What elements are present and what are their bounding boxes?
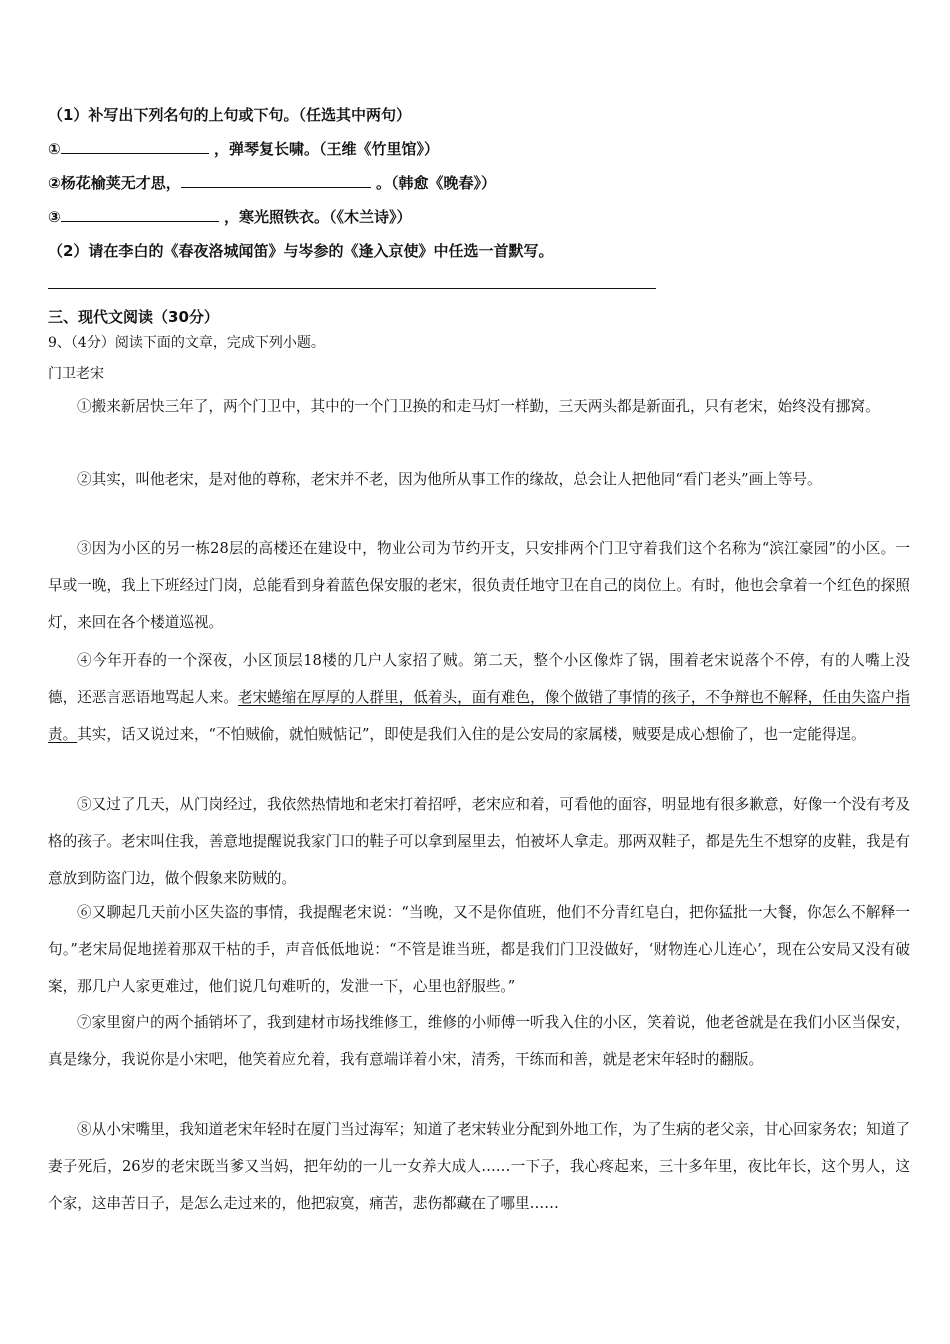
paragraph-6: ⑥又聊起几天前小区失盗的事情，我提醒老宋说：“当晚，又不是你值班，他们不分青红皂白，把你猛批一大餐，你怎么不解释一句。”老宋局促地搓着那双干枯的手，声音低低地说：“不管是谁当班，都是我们门卫没做好，‘财物连心儿连心’，现在公安局又没有破案，那几户人家更难过，他们说几句难听的，发泄一下，心里也舒服些。” <box>48 904 910 995</box>
fill-item-3-prefix: ③ <box>48 208 61 226</box>
paragraph-5: ⑤又过了几天，从门岗经过，我依然热情地和老宋打着招呼，老宋应和着，可看他的面容，明显地有很多歉意，好像一个没有考及格的孩子。老宋叫住我，善意地提醒说我家门口的鞋子可以拿到屋里去，怕被坏人拿走。那两双鞋子，都是先生不想穿的皮鞋，我是有意放到防盗门边，做个假象来防贼的。 <box>48 796 910 887</box>
paragraph-7: ⑦家里窗户的两个插销坏了，我到建材市场找维修工，维修的小师傅一听我入住的小区，笑着说，他老爸就是在我们小区当保安，真是缘分，我说你是小宋吧，他笑着应允着，我有意端详着小宋，清秀，干练而和善，就是老宋年轻时的翻版。 <box>48 1014 910 1068</box>
fill-item-1 <box>48 138 439 159</box>
underlined-sentence: 老宋蜷缩在厚厚的人群里，低着头，面有难色，像个做错了事情的孩子，不争辩也不解释，任由失盗户指责。 <box>48 689 910 743</box>
fill-item-2-prefix: ②杨花榆荚无才思， <box>48 174 181 192</box>
section-title: 三、现代文阅读（30分） <box>48 308 219 326</box>
answer-line[interactable] <box>48 288 656 289</box>
paragraph-1: ①搬来新居快三年了，两个门卫中，其中的一个门卫换的和走马灯一样勤，三天两头都是新面孔，只有老宋，始终没有挪窝。 <box>77 398 880 415</box>
paragraph-4-end: 其实，话又说过来，“不怕贼偷，就怕贼惦记”，即使是我们入住的是公安局的家属楼，贼要是成心想偷了，也一定能得逞。 <box>77 726 866 743</box>
fill-item-2-after: 。（韩愈《晚春》） <box>375 174 496 192</box>
answer-blank-2[interactable] <box>181 173 371 188</box>
question-prompt: 9、（4分）阅读下面的文章，完成下列小题。 <box>48 335 325 351</box>
answer-blank-3[interactable] <box>61 207 219 222</box>
fill-item-1-after: ，弹琴复长啸。（王维《竹里馆》） <box>213 140 439 158</box>
fill-item-2 <box>48 172 496 193</box>
paragraph-2: ②其实，叫他老宋，是对他的尊称，老宋并不老，因为他所从事工作的缘故，总会让人把他同“看门老头”画上等号。 <box>77 471 822 488</box>
paragraph-4-start: ④今年开春的一个深夜，小区顶层18楼的几户人家招了贼。第二天，整个小区像炸了锅，围着老宋说落个不停，有的人嘴上没德，还恶言恶语地骂起人来。 <box>48 652 910 706</box>
fill-item-1-prefix: ① <box>48 140 61 158</box>
fill-item-3-after: ，寒光照铁衣。（《木兰诗》） <box>223 208 412 226</box>
fill-item-3 <box>48 206 411 227</box>
q2-heading: （2）请在李白的《春夜洛城闻笛》与岑参的《逢入京使》中任选一首默写。 <box>48 242 554 260</box>
paragraph-3: ③因为小区的另一栋28层的高楼还在建设中，物业公司为节约开支，只安排两个门卫守着我们这个名称为“滨江豪园”的小区。一早或一晚，我上下班经过门岗，总能看到身着蓝色保安服的老宋，很负责任地守卫在自己的岗位上。有时，他也会拿着一个红色的探照灯，来回在各个楼道巡视。 <box>48 540 910 631</box>
paragraph-8: ⑧从小宋嘴里，我知道老宋年轻时在厦门当过海军；知道了老宋转业分配到外地工作，为了生病的老父亲，甘心回家务农；知道了妻子死后，26岁的老宋既当爹又当妈，把年幼的一儿一女养大成人……一下子，我心疼起来，三十多年里，夜比年长，这个男人，这个家，这串苦日子，是怎么走过来的，他把寂寞，痛苦，悲伤都藏在了哪里…… <box>48 1121 910 1212</box>
answer-blank-1[interactable] <box>61 139 209 154</box>
q1-heading: （1）补写出下列名句的上句或下句。（任选其中两句） <box>48 106 411 124</box>
paragraph-4 <box>48 642 910 753</box>
article-title: 门卫老宋 <box>48 366 104 382</box>
